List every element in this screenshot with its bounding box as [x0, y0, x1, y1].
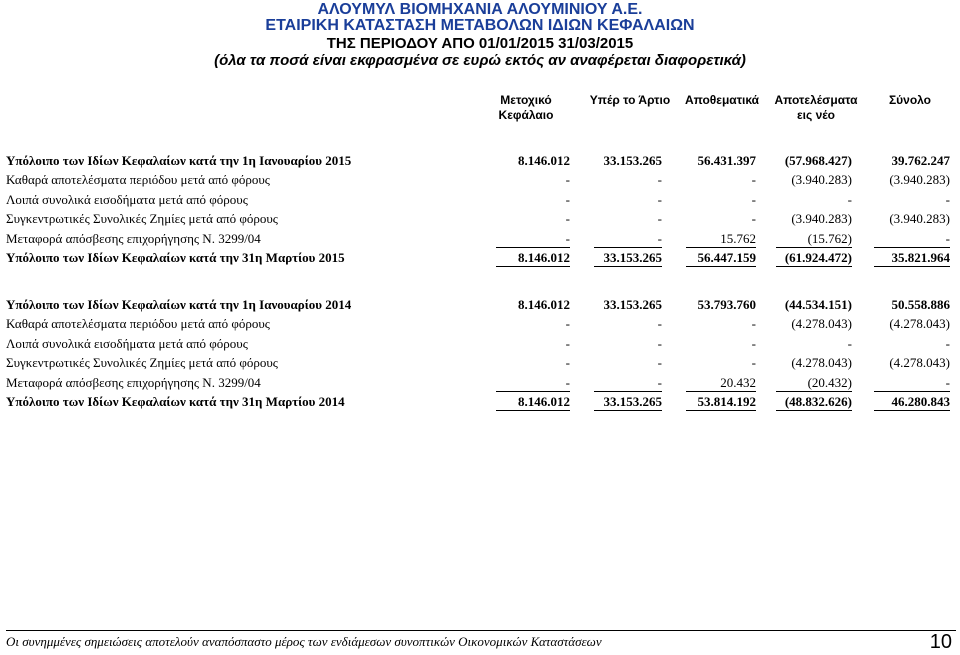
- cell-value: (57.968.427): [784, 153, 852, 168]
- row-label: Συγκεντρωτικές Συνολικές Ζημίες μετά από φόρους: [6, 355, 278, 371]
- row-label: Υπόλοιπο των Ιδίων Κεφαλαίων κατά την 1η Ιανουαρίου 2014: [6, 297, 352, 312]
- cell-value: -: [657, 172, 662, 188]
- subtotal-rule: [594, 247, 662, 248]
- cell-value: 56.447.159: [697, 250, 756, 265]
- column-header-total: Σύνολο: [888, 93, 932, 107]
- cell-value: 8.146.012: [518, 297, 570, 312]
- cell-value: -: [565, 316, 570, 332]
- subtotal-rule: [686, 247, 756, 248]
- cell-value: -: [751, 316, 756, 332]
- table-row: [6, 334, 956, 353]
- subtotal-rule: [776, 247, 852, 248]
- cell-value: (4.278.043): [791, 316, 852, 332]
- subtotal-rule: [686, 410, 756, 411]
- table-row: [6, 209, 956, 228]
- cell-value: -: [657, 191, 662, 207]
- cell-value: -: [945, 230, 950, 246]
- cell-value: -: [565, 230, 570, 246]
- table-row: [6, 248, 956, 267]
- cell-value: -: [565, 211, 570, 227]
- cell-value: -: [751, 211, 756, 227]
- row-label: Λοιπά συνολικά εισοδήματα μετά από φόρους: [6, 335, 248, 351]
- cell-value: 33.153.265: [603, 394, 662, 409]
- cell-value: -: [657, 374, 662, 390]
- cell-value: 56.431.397: [697, 153, 756, 168]
- cell-value: (4.278.043): [791, 355, 852, 371]
- row-label: Μεταφορά απόσβεσης επιχορήγησης Ν. 3299/04: [6, 230, 261, 246]
- row-label: Μεταφορά απόσβεσης επιχορήγησης Ν. 3299/04: [6, 374, 261, 390]
- subtotal-rule: [874, 266, 950, 267]
- statement-title: ΕΤΑΙΡΙΚΗ ΚΑΤΑΣΤΑΣΗ ΜΕΤΑΒΟΛΩΝ ΙΔΙΩΝ ΚΕΦΑΛΑΙΩΝ: [265, 17, 695, 34]
- subtotal-rule: [496, 410, 570, 411]
- subtotal-rule: [594, 410, 662, 411]
- subtotal-rule: [594, 266, 662, 267]
- page-number: 10: [929, 631, 952, 653]
- cell-value: 8.146.012: [518, 250, 570, 265]
- company-name: ΑΛΟΥΜΥΛ ΒΙΟΜΗΧΑΝΙΑ ΑΛΟΥΜΙΝΙΟΥ Α.Ε.: [317, 1, 643, 18]
- cell-value: 15.762: [720, 230, 756, 246]
- table-row: [6, 353, 956, 372]
- cell-value: (3.940.283): [889, 172, 950, 188]
- cell-value: -: [751, 172, 756, 188]
- cell-value: (48.832.626): [784, 394, 852, 409]
- cell-value: (44.534.151): [784, 297, 852, 312]
- table-row: [6, 373, 956, 392]
- table-row: [6, 314, 956, 333]
- cell-value: -: [565, 172, 570, 188]
- row-label: Καθαρά αποτελέσματα περιόδου μετά από φόρους: [6, 316, 270, 332]
- cell-value: 53.814.192: [697, 394, 756, 409]
- cell-value: 20.432: [720, 374, 756, 390]
- cell-value: 53.793.760: [697, 297, 756, 312]
- cell-value: -: [657, 230, 662, 246]
- cell-value: -: [565, 191, 570, 207]
- cell-value: -: [751, 335, 756, 351]
- subtotal-rule: [496, 266, 570, 267]
- cell-value: -: [751, 191, 756, 207]
- currency-note: (όλα τα ποσά είναι εκφρασμένα σε ευρώ εκτός αν αναφέρεται διαφορετικά): [214, 52, 746, 69]
- subtotal-rule: [874, 391, 950, 392]
- row-label: Καθαρά αποτελέσματα περιόδου μετά από φόρους: [6, 172, 270, 188]
- cell-value: (61.924.472): [784, 250, 852, 265]
- table-row: [6, 295, 956, 314]
- footer-note: Οι συνημμένες σημειώσεις αποτελούν αναπόσπαστο μέρος των ενδιάμεσων συνοπτικών Οικονομικών Καταστάσεων: [6, 634, 602, 649]
- cell-value: (3.940.283): [889, 211, 950, 227]
- subtotal-rule: [496, 391, 570, 392]
- cell-value: -: [945, 191, 950, 207]
- cell-value: -: [565, 335, 570, 351]
- row-label: Λοιπά συνολικά εισοδήματα μετά από φόρους: [6, 191, 248, 207]
- cell-value: (4.278.043): [889, 355, 950, 371]
- table-row: [6, 392, 956, 411]
- cell-value: 50.558.886: [891, 297, 950, 312]
- cell-value: (4.278.043): [889, 316, 950, 332]
- cell-value: (20.432): [807, 374, 852, 390]
- subtotal-rule: [496, 247, 570, 248]
- column-header-share-premium: Υπέρ το Άρτιο: [589, 93, 671, 107]
- cell-value: -: [945, 374, 950, 390]
- table-row: [6, 229, 956, 248]
- subtotal-rule: [874, 410, 950, 411]
- cell-value: -: [657, 211, 662, 227]
- table-row: [6, 170, 956, 189]
- column-header-reserves: Αποθεματικά: [684, 93, 760, 107]
- subtotal-rule: [686, 266, 756, 267]
- table-row: [6, 151, 956, 170]
- row-label: Υπόλοιπο των Ιδίων Κεφαλαίων κατά την 31η Μαρτίου 2014: [6, 394, 345, 409]
- cell-value: -: [847, 335, 852, 351]
- cell-value: (15.762): [807, 230, 852, 246]
- cell-value: (3.940.283): [791, 172, 852, 188]
- cell-value: (3.940.283): [791, 211, 852, 227]
- cell-value: 35.821.964: [891, 250, 950, 265]
- cell-value: -: [565, 374, 570, 390]
- cell-value: -: [565, 355, 570, 371]
- cell-value: -: [657, 316, 662, 332]
- subtotal-rule: [686, 391, 756, 392]
- row-label: Υπόλοιπο των Ιδίων Κεφαλαίων κατά την 31η Μαρτίου 2015: [6, 250, 345, 265]
- footer-divider: [6, 630, 956, 631]
- cell-value: 33.153.265: [603, 250, 662, 265]
- row-label: Συγκεντρωτικές Συνολικές Ζημίες μετά από φόρους: [6, 211, 278, 227]
- cell-value: -: [657, 335, 662, 351]
- subtotal-rule: [776, 410, 852, 411]
- subtotal-rule: [594, 391, 662, 392]
- cell-value: 33.153.265: [603, 153, 662, 168]
- table-row: [6, 190, 956, 209]
- cell-value: -: [657, 355, 662, 371]
- cell-value: 46.280.843: [891, 394, 950, 409]
- cell-value: 8.146.012: [518, 153, 570, 168]
- cell-value: 8.146.012: [518, 394, 570, 409]
- cell-value: -: [847, 191, 852, 207]
- statement-period: ΤΗΣ ΠΕΡΙΟΔΟΥ ΑΠΟ 01/01/2015 31/03/2015: [326, 35, 634, 52]
- cell-value: -: [751, 355, 756, 371]
- row-label: Υπόλοιπο των Ιδίων Κεφαλαίων κατά την 1η Ιανουαρίου 2015: [6, 153, 352, 168]
- subtotal-rule: [776, 266, 852, 267]
- cell-value: 39.762.247: [891, 153, 950, 168]
- cell-value: 33.153.265: [603, 297, 662, 312]
- column-header-retained-earnings: Αποτελέσματα εις νέο: [774, 93, 858, 122]
- cell-value: -: [945, 335, 950, 351]
- column-header-share-capital: Μετοχικό Κεφάλαιο: [498, 93, 554, 122]
- subtotal-rule: [776, 391, 852, 392]
- subtotal-rule: [874, 247, 950, 248]
